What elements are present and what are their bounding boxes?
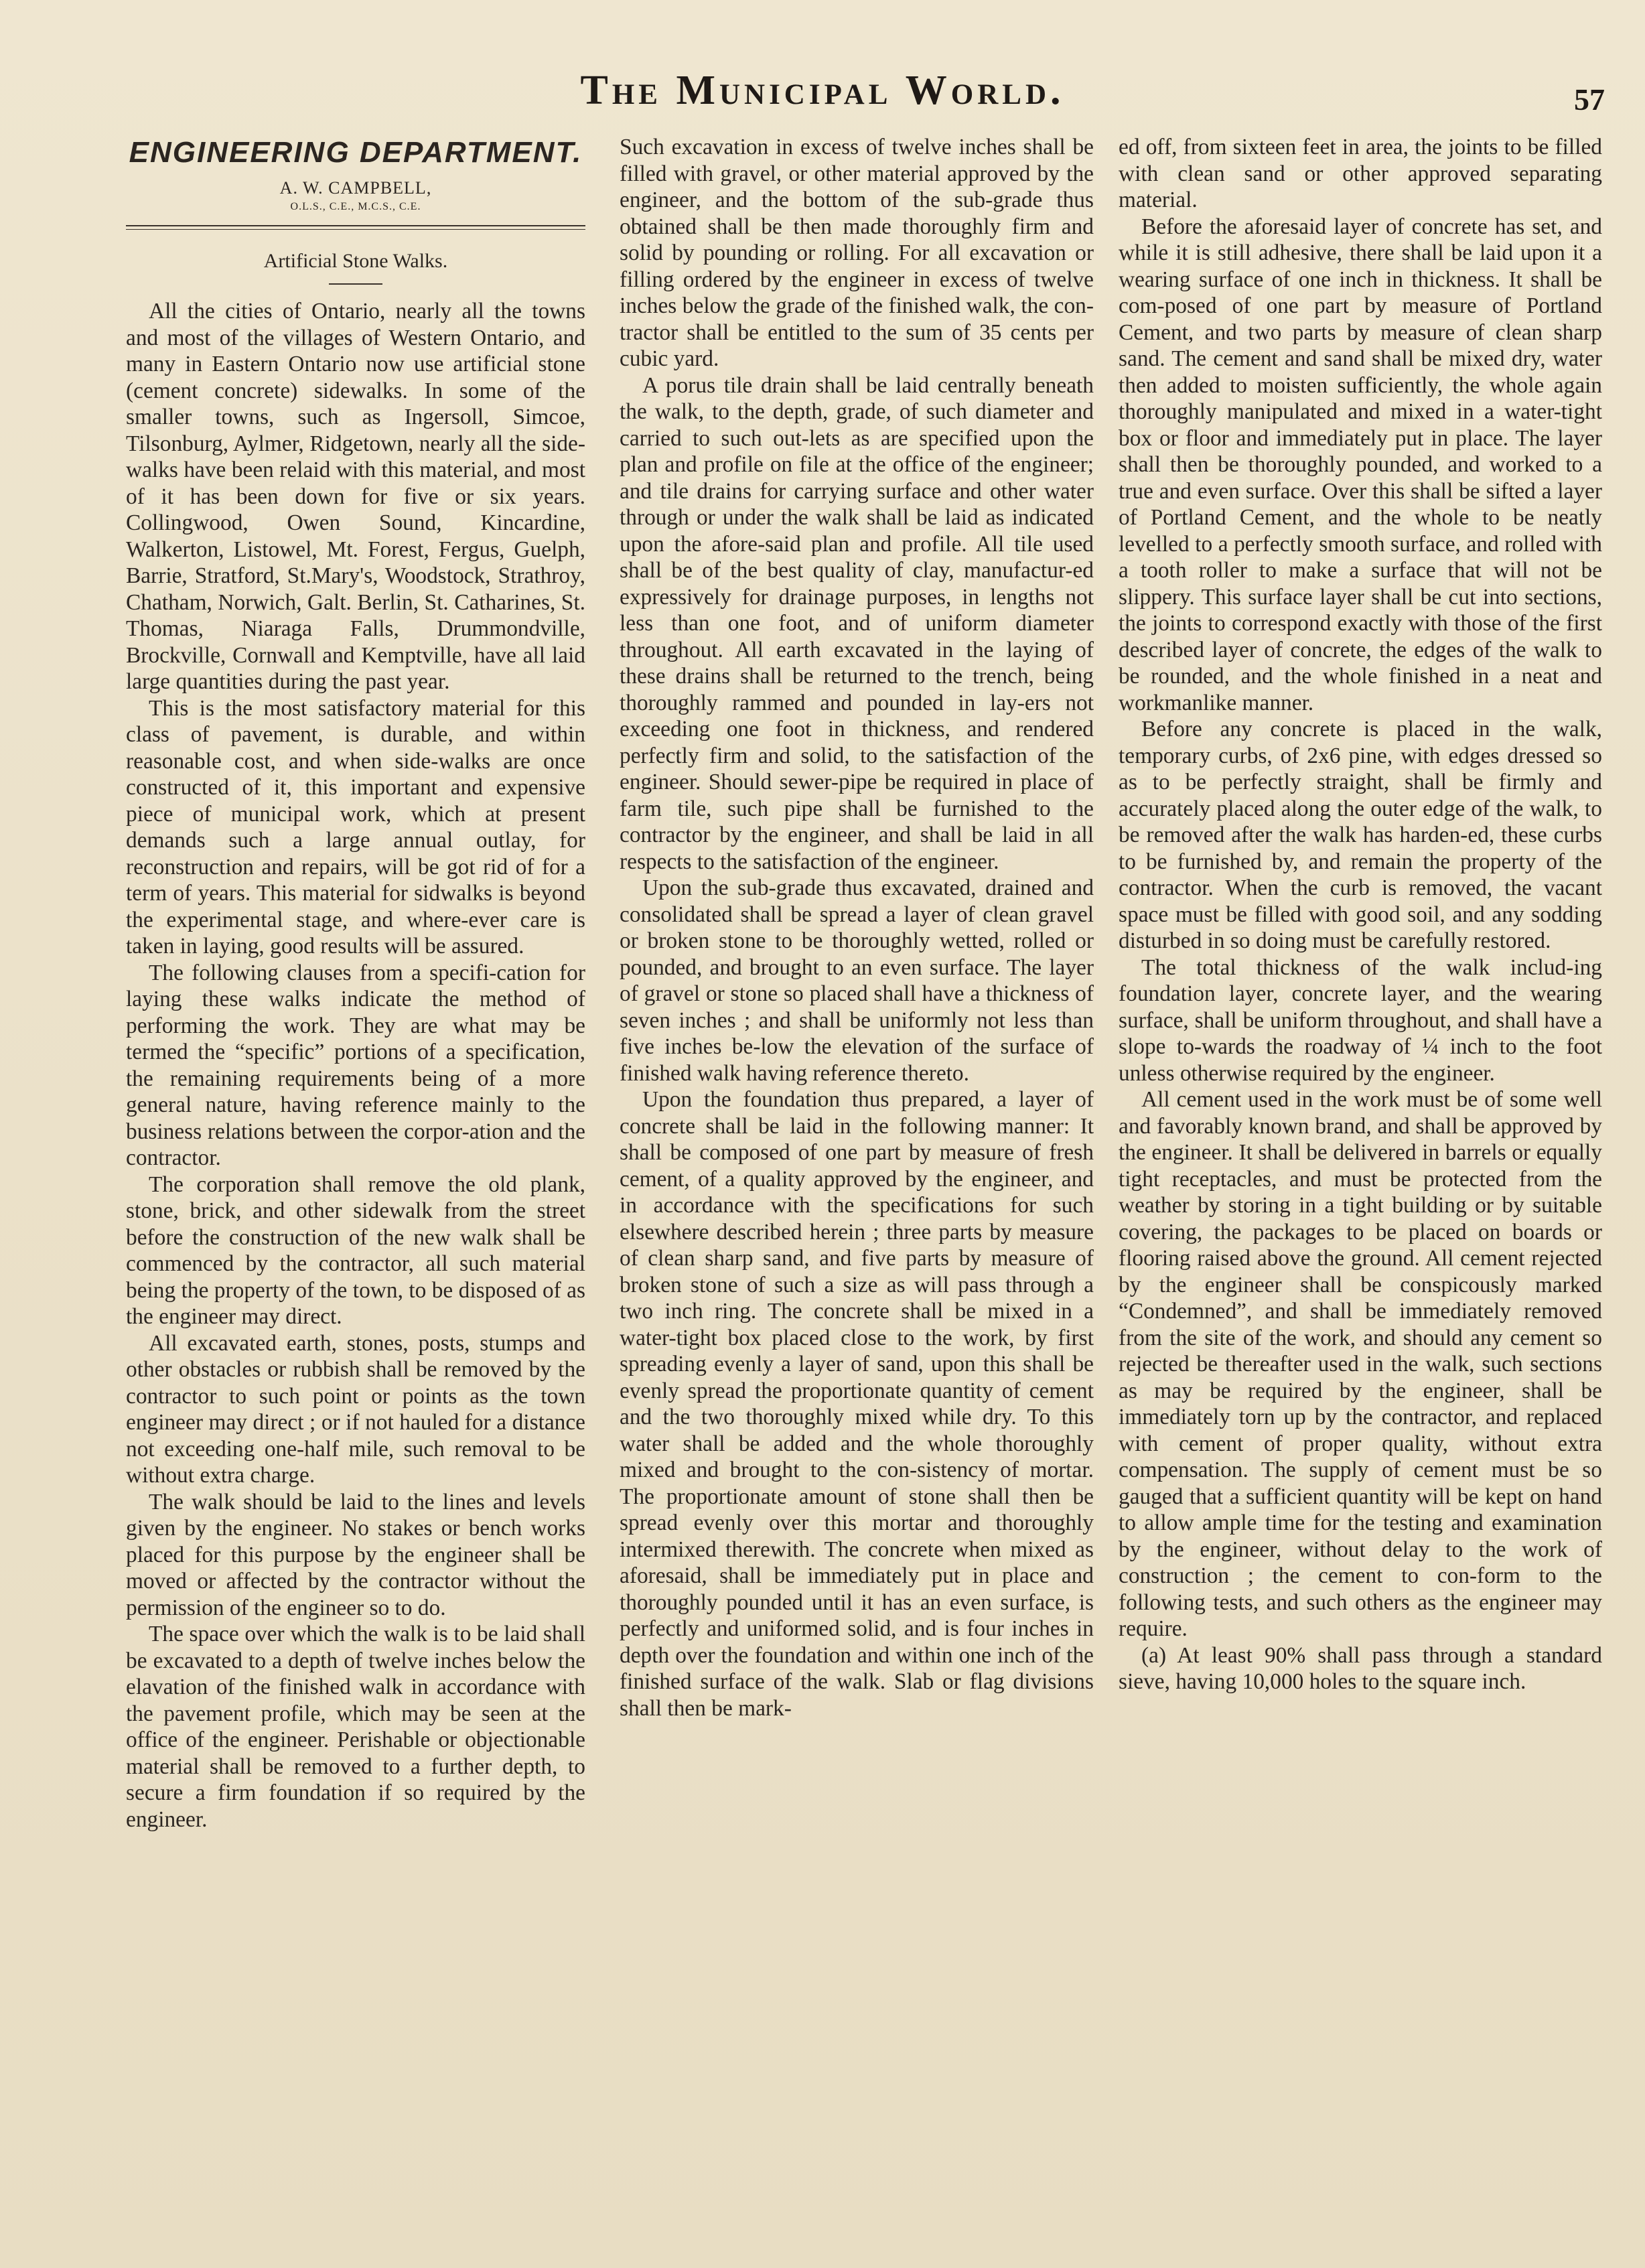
column-3 [1119,134,1602,1695]
paragraph: The corporation shall remove the old plank, stone, brick, and other sidewalk from the street before the construction of the new walk shall be commenced by the contractor, all such material being the property of the town, to be disposed of as the engineer may direct. [126,1172,585,1329]
paragraph: Upon the sub-grade thus excavated, drained and consolidated shall be spread a layer of clean gravel or broken stone to be thoroughly wetted, rolled or pounded, and brought to an even surface. The layer of gravel or stone so placed shall have a thickness of seven inches ; and shall be uniformly not less than five inches be-low the elevation of the surface of finished walk having reference thereto. [620,875,1094,1086]
paragraph: A porus tile drain shall be laid centrally beneath the walk, to the depth, grade, of such diameter and carried to such out-lets as are specified upon the plan and profile on file at the office of the engineer; and tile drains for carrying surface and other water through or under the walk shall be laid as indicated upon the afore-said plan and profile. All tile used shall be of the best quality of clay, manufactur-ed expressively for drainage purposes, in lengths not less than one foot, and of uniform diameter throughout. All earth excavated in the laying of these drains shall be returned to the trench, being thoroughly rammed and pounded in lay-ers not exceeding one foot in thickness, and rendered perfectly firm and solid, to the satisfaction of the engineer. Should sewer-pipe be required in place of farm tile, such pipe shall be furnished to the contractor by the engineer, and shall be laid in all respects to the satisfaction of the engineer. [620,372,1094,874]
paragraph: The space over which the walk is to be laid shall be excavated to a depth of twelve inches below the elavation of the finished walk in accordance with the pavement profile, which may be seen at the office of the engineer. Perishable or objectionable material shall be removed to a further depth, to secure a firm foundation if so required by the engineer. [126,1622,585,1832]
header-rule [126,225,585,230]
author-credentials: O.L.S., C.E., M.C.S., C.E. [290,201,421,212]
page-number: 57 [1574,82,1605,117]
column-1 [126,134,585,1833]
paragraph: All excavated earth, stones, posts, stumps and other obstacles or rubbish shall be removed by the contractor to such point or points as the town engineer may direct ; or if not hauled for a distance not exceeding one-half mile, such removal to be without extra charge. [126,1330,585,1488]
department-heading: ENGINEERING DEPARTMENT. [129,136,583,169]
paragraph: The following clauses from a specifi-cation for laying these walks indicate the method of performing the work. They are what may be termed the “specific” portions of a specification, the remaining requirements being of a more general nature, having reference mainly to the business relations between the corpor-ation and the contractor. [126,960,585,1170]
paragraph: All cement used in the work must be of some well and favorably known brand, and shall be approved by the engineer. It shall be delivered in barrels or equally tight receptacles, and must be protected from the weather by storing in a tight building or by suitable covering, the packages to be placed on boards or flooring raised above the ground. All cement rejected by the engineer shall be conspicously marked “Condemned”, and shall be immediately removed from the site of the work, and should any cement so rejected be thereafter used in the walk, such sections as may be required by the engineer, shall be immediately torn up by the contractor, and replaced with cement of proper quality, without extra compensation. The supply of cement must be so gauged that a sufficient quantity will be kept on hand to allow ample time for the testing and examination by the engineer, without delay to the work of construction ; the cement to con-form to the following tests, and such others as the engineer may require. [1119,1087,1602,1641]
paragraph: The total thickness of the walk includ-ing foundation layer, concrete layer, and the wearing surface, shall be uniform throughout, and shall have a slope to-wards the roadway of ¼ inch to the foot unless otherwise required by the engineer. [1119,954,1602,1086]
paragraph: Before any concrete is placed in the walk, temporary curbs, of 2x6 pine, with edges dressed so as to be perfectly straight, shall be firmly and accurately placed along the outer edge of the walk, to be removed after the walk has harden-ed, these curbs to be furnished by, and remain the property of the contractor. When the curb is removed, the vacant space must be filled with good soil, and any sodding disturbed in so doing must be carefully restored. [1119,717,1602,953]
title-rule [329,283,382,285]
paragraph: All the cities of Ontario, nearly all the towns and most of the villages of Western Ontario, and many in Eastern Ontario now use artificial stone (cement concrete) sidewalks. In some of the smaller towns, such as Ingersoll, Simcoe, Tilsonburg, Aylmer, Ridgetown, nearly all the side-walks have been relaid with this material, and most of it has been down for five or six years. Collingwood, Owen Sound, Kincardine, Walkerton, Listowel, Mt. Forest, Fergus, Guelph, Barrie, Stratford, St.Mary's, Woodstock, Strathroy, Chatham, Norwich, Galt. Berlin, St. Catharines, St. Thomas, Niaraga Falls, Drummondville, Brockville, Cornwall and Kemptville, have all laid large quantities during the past year. [126,299,585,694]
paragraph: (a) At least 90% shall pass through a standard sieve, having 10,000 holes to the square inch. [1119,1642,1602,1694]
paragraph: The walk should be laid to the lines and levels given by the engineer. No stakes or bench works placed for this purpose by the engineer shall be moved or affected by the contractor without the permission of the engineer so to do. [126,1489,585,1620]
article-title: Artificial Stone Walks. [263,250,448,272]
author-name: A. W. CAMPBELL, [279,178,432,198]
paragraph-continued: ed off, from sixteen feet in area, the joints to be filled with clean sand or other approved separating material. [1119,135,1602,212]
paragraph: Upon the foundation thus prepared, a layer of concrete shall be laid in the following manner: It shall be composed of one part by measure of fresh cement, of a quality approved by the engineer, and in accordance with the specifications for such elsewhere described herein ; three parts by measure of clean sharp sand, and five parts by measure of broken stone of such a size as will pass through a two inch ring. The concrete shall be mixed in a water-tight box placed close to the work, by first spreading evenly a layer of sand, upon this shall be evenly spread the proportionate quantity of cement and the two thoroughly mixed while dry. To this water shall be added and the whole thoroughly mixed and brought to the con-sistency of mortar. The proportionate amount of stone shall then be spread evenly over this mortar and thoroughly intermixed therewith. The concrete when mixed as aforesaid, shall be immediately put in place and thoroughly pounded until it has an even surface, is perfectly and uniformed solid, and is four inches in depth over the foundation and within one inch of the finished surface of the walk. Slab or flag divisions shall then be mark- [620,1087,1094,1721]
masthead [0,67,1645,127]
paragraph-continued: Such excavation in excess of twelve inches shall be filled with gravel, or other material approved by the engineer, and the bottom of the sub-grade thus obtained shall be then made thoroughly firm and solid by pounding or rolling. For all excavation or filling ordered by the engineer in excess of twelve inches below the grade of the finished walk, the con-tractor shall be entitled to the sum of 35 cents per cubic yard. [620,135,1094,371]
paragraph: This is the most satisfactory material for this class of pavement, is durable, and within reasonable cost, and when side-walks are once constructed of it, this important and expensive piece of municipal work, which at present demands such a large annual outlay, for reconstruction and repairs, will be got rid of for a term of years. This material for sidwalks is beyond the experimental stage, and where-ever care is taken in laying, good results will be assured. [126,695,585,959]
column-2 [620,134,1094,1721]
paragraph: Before the aforesaid layer of concrete has set, and while it is still adhesive, there shall be laid upon it a wearing surface of one inch in thickness. It shall be com-posed of one part by measure of Portland Cement, and two parts by measure of clean sharp sand. The cement and sand shall be mixed dry, water then added to moisten sufficiently, the whole again thoroughly manipulated and mixed in a water-tight box or floor and immediately put in place. The layer shall then be thoroughly pounded, and worked to a true and even surface. Over this shall be sifted a layer of Portland Cement, and the whole to be neatly levelled to a perfectly smooth surface, and rolled with a tooth roller to make a surface that will not be slippery. This surface layer shall be cut into sections, the joints to correspond exactly with those of the first described layer of concrete, the edges of the walk to be rounded, and the whole finished in a neat and workmanlike manner. [1119,214,1602,715]
publication-title: The Municipal World. [580,68,1065,113]
